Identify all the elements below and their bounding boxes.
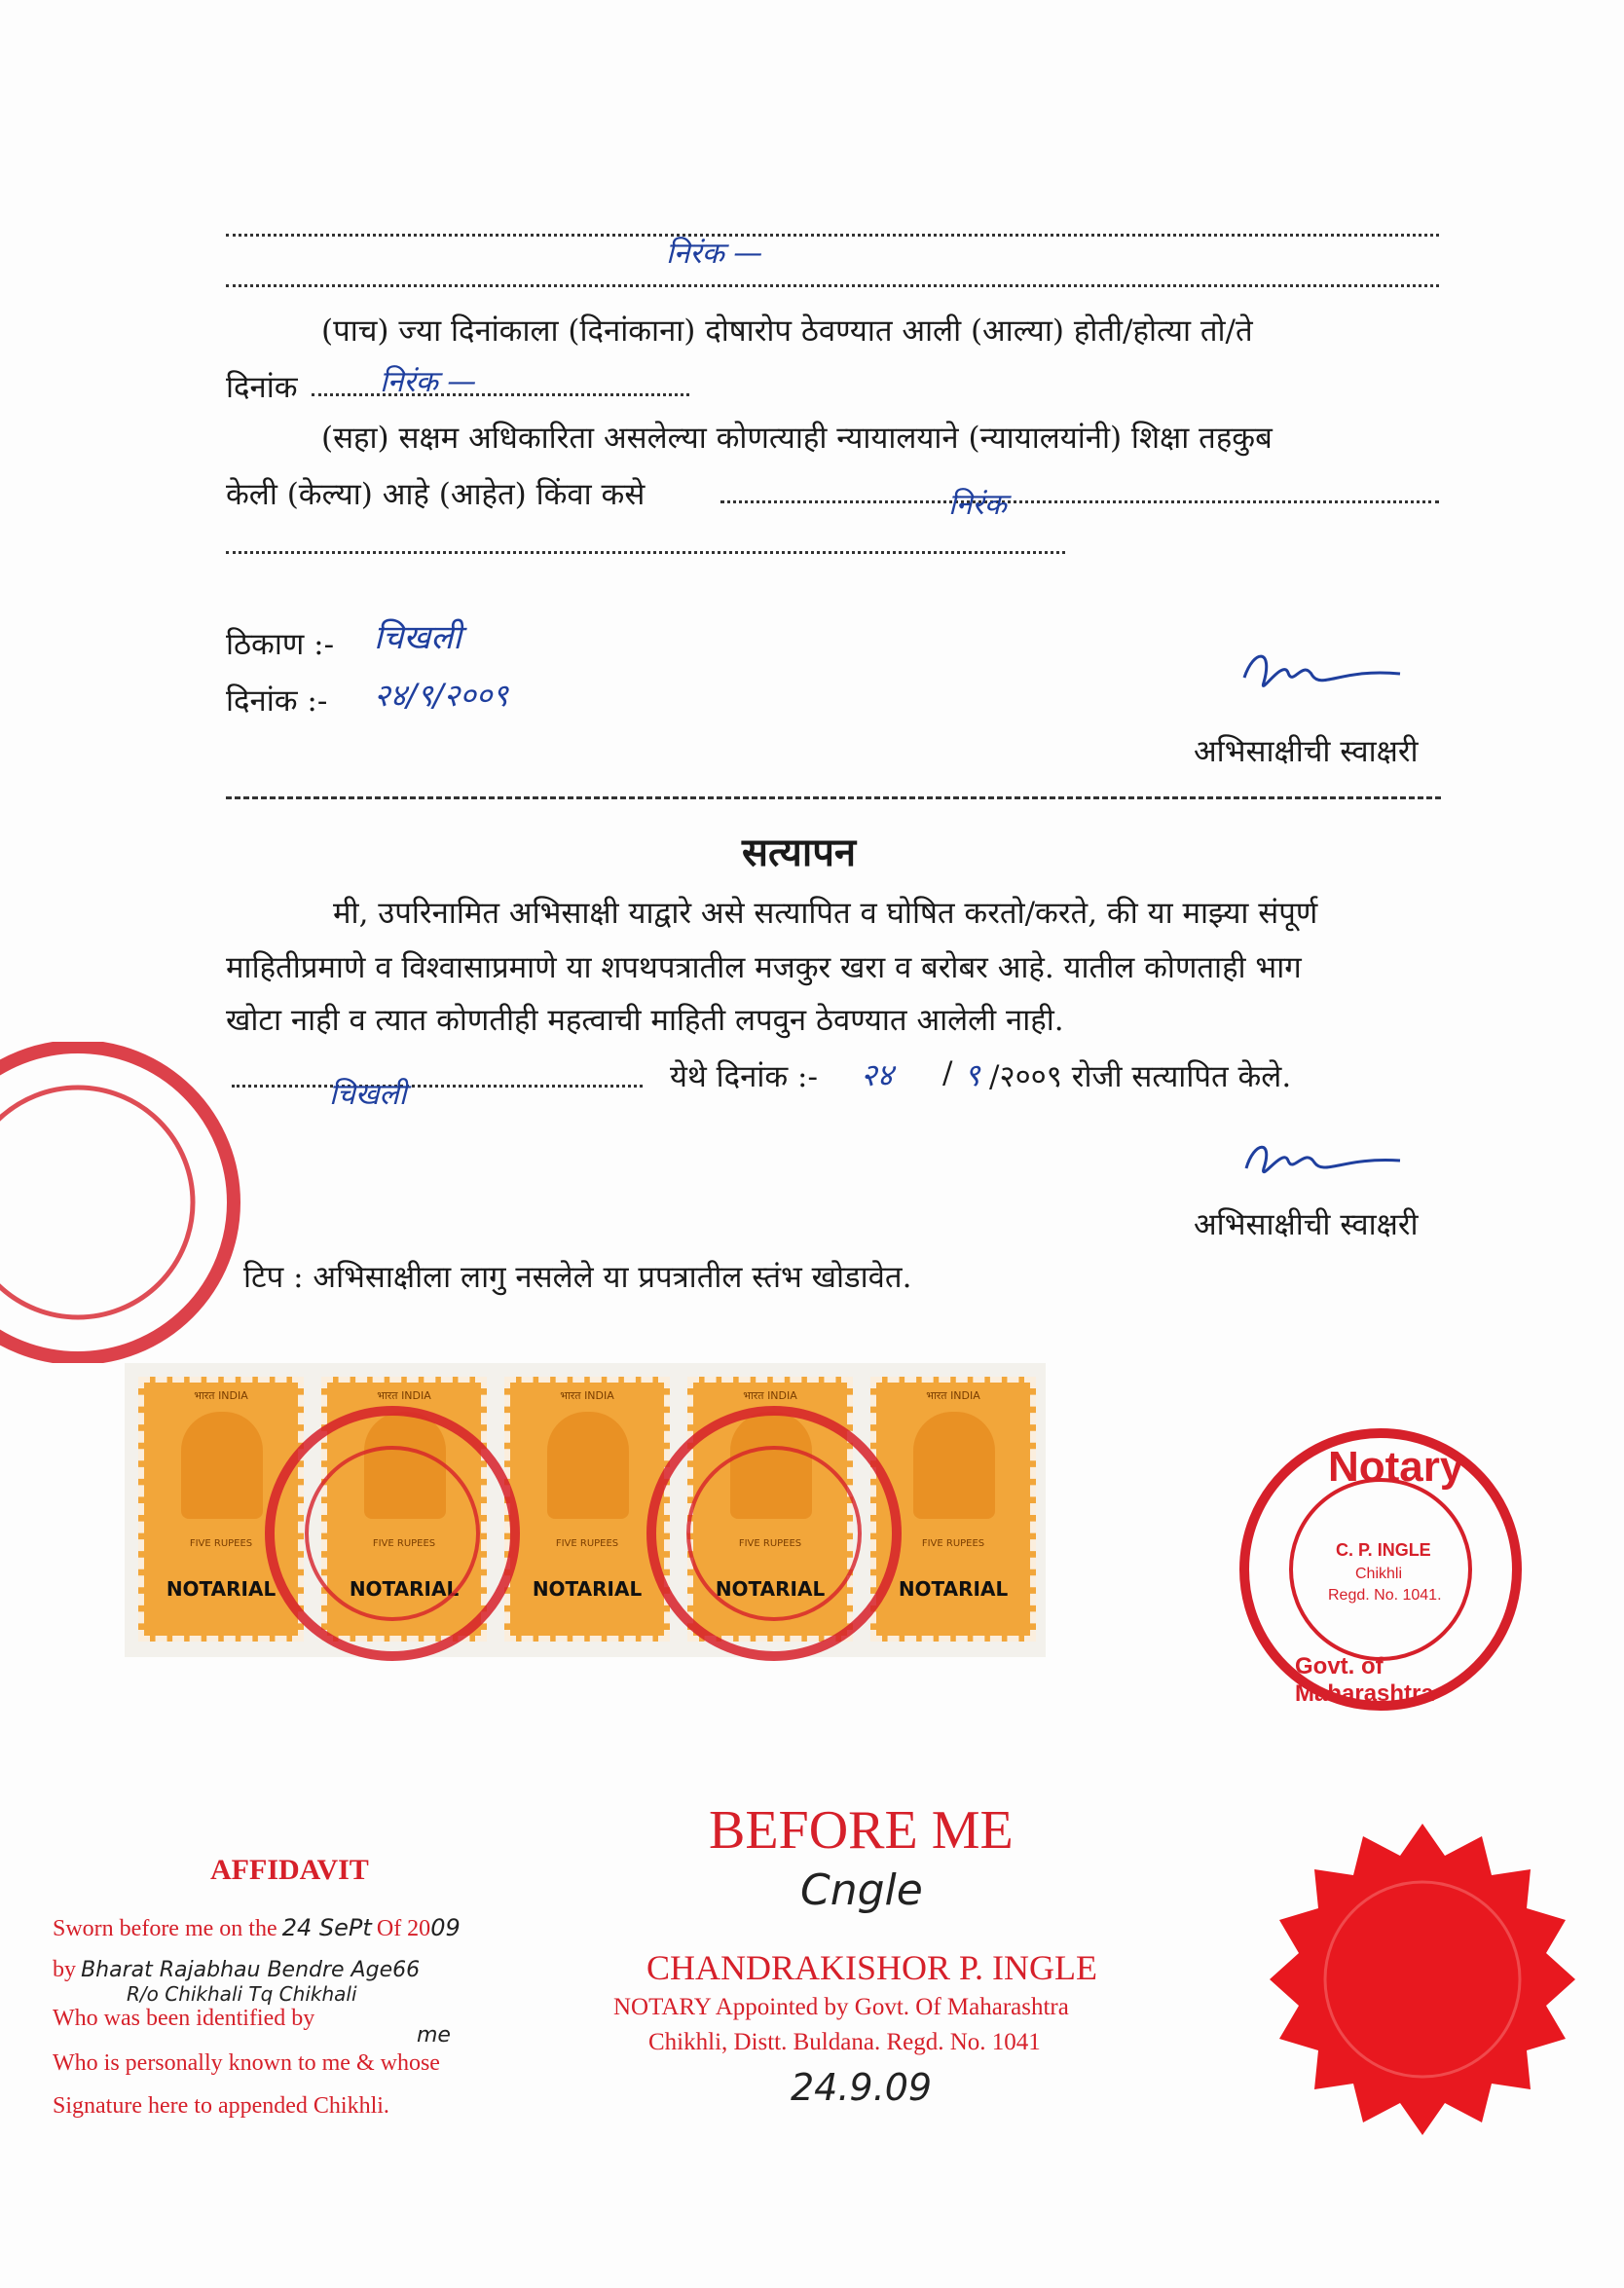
stamp-denomination: FIVE RUPEES	[555, 1538, 619, 1549]
notary-date: 24.9.09	[791, 2066, 933, 2109]
clause-five-text: (पाच) ज्या दिनांकाला (दिनांकाना) दोषारोप ठेवण्यात आली (आल्या) होती/होत्या तो/ते	[321, 314, 1253, 349]
deponent-address: R/o Chikhali Tq Chikhali	[127, 1982, 357, 2006]
by-line	[53, 1957, 420, 1983]
seal-govt: Govt. of Maharashtra	[1295, 1653, 1434, 1707]
date-label: दिनांक :-	[226, 683, 328, 719]
handwritten-nil: निरंक —	[666, 237, 763, 271]
deponent-signature-2	[1235, 1129, 1410, 1188]
deponent-name: Bharat Rajabhau Bendre Age66	[81, 1958, 421, 1982]
sworn-prefix: Sworn before me on the	[53, 1916, 277, 1941]
seal-regd: Regd. No. 1041.	[1328, 1587, 1442, 1604]
notary-seal	[643, 1402, 905, 1669]
emblem-icon	[181, 1412, 263, 1519]
verification-date-day: २४	[861, 1056, 894, 1093]
dotted-line	[720, 500, 1439, 503]
verification-date-prefix: येथे दिनांक :-	[670, 1059, 818, 1094]
seal-name: C. P. INGLE	[1336, 1540, 1431, 1560]
before-me-heading: BEFORE ME	[709, 1800, 1014, 1861]
notary-address: Chikhli, Distt. Buldana. Regd. No. 1041	[648, 2029, 1041, 2055]
stamp-denomination: FIVE RUPEES	[189, 1538, 253, 1549]
known-text: Who is personally known to me & whose	[53, 2050, 440, 2076]
signature-caption-2: अभिसाक्षीची स्वाक्षरी	[1194, 1207, 1419, 1242]
verification-line-2: माहितीप्रमाणे व विश्वासाप्रमाणे या शपथपत्रातील मजकुर खरा व बरोबर आहे. यातील कोणताही भाग	[226, 950, 1302, 985]
clause-six-text-2: केली (केल्या) आहे (आहेत) किंवा कसे	[226, 477, 646, 512]
stamp-country: भारत INDIA	[194, 1389, 248, 1402]
verification-date-month: ९	[964, 1056, 980, 1093]
stamp-country: भारत INDIA	[560, 1389, 614, 1402]
handwritten-nil: निरंक —	[380, 365, 477, 399]
stamp-country: भारत INDIA	[377, 1389, 431, 1402]
handwritten-nil: निरंक	[948, 488, 1007, 522]
stamp-label: NOTARIAL	[349, 1577, 460, 1601]
notary-appointed: NOTARY Appointed by Govt. Of Maharashtra	[613, 1994, 1069, 2020]
dotted-line	[226, 551, 1065, 554]
notary-signature: Cngle	[800, 1865, 923, 1915]
note-text: टिप : अभिसाक्षीला लागु नसलेले या प्रपत्रातील स्तंभ खोडावेत.	[243, 1260, 912, 1295]
affidavit-title: AFFIDAVIT	[210, 1854, 369, 1886]
identified-by: me	[417, 2023, 451, 2048]
sworn-year: 09	[430, 1914, 461, 1941]
by-prefix: by	[53, 1957, 76, 1982]
stamp-denomination: FIVE RUPEES	[372, 1538, 436, 1549]
sworn-of: Of 20	[376, 1916, 431, 1941]
stamp-country: भारत INDIA	[926, 1389, 980, 1402]
place-label: ठिकाण :-	[226, 627, 335, 662]
verification-line-1: मी, उपरिनामित अभिसाक्षी याद्वारे असे सत्यापित व घोषित करतो/करते, की या माझ्या संपूर्ण	[333, 896, 1318, 931]
verification-title: सत्यापन	[742, 830, 857, 875]
stamp-label: NOTARIAL	[898, 1577, 1009, 1601]
verification-place: चिखली	[329, 1078, 407, 1112]
verification-line-3: खोटा नाही व त्यात कोणतीही महत्वाची माहिती लपवुन ठेवण्यात आलेली नाही.	[226, 1003, 1064, 1038]
notary-name: CHANDRAKISHOR P. INGLE	[646, 1948, 1098, 1987]
emblem-icon	[913, 1412, 995, 1519]
dotted-line	[226, 284, 1439, 287]
sworn-date: 24 SePt	[281, 1914, 372, 1941]
wax-seal-icon	[1262, 1819, 1583, 2144]
sworn-line	[53, 1914, 461, 1942]
verification-date-suffix: /२००९ रोजी सत्यापित केले.	[989, 1059, 1292, 1094]
stamp-country: भारत INDIA	[743, 1389, 797, 1402]
stamp-denomination: FIVE RUPEES	[921, 1538, 985, 1549]
seal-notary-text: Notary	[1328, 1443, 1464, 1491]
stamp-denomination: FIVE RUPEES	[738, 1538, 802, 1549]
stamp-label: NOTARIAL	[532, 1577, 643, 1601]
dotted-line	[312, 393, 689, 396]
signature-caption: अभिसाक्षीची स्वाक्षरी	[1194, 734, 1419, 769]
stamp-label: NOTARIAL	[715, 1577, 826, 1601]
notary-seal	[261, 1402, 524, 1669]
emblem-icon	[547, 1412, 629, 1519]
deponent-signature	[1235, 639, 1410, 707]
notary-seal-partial	[0, 1042, 273, 1367]
dashed-separator	[226, 796, 1441, 799]
clause-six-text: (सहा) सक्षम अधिकारिता असलेल्या कोणत्याही न्यायालयाने (न्यायालयांनी) शिक्षा तहकुब	[321, 421, 1273, 456]
verification-date-separator: /	[942, 1055, 953, 1090]
stamp-label: NOTARIAL	[166, 1577, 277, 1601]
dotted-line	[226, 234, 1439, 237]
date-value: २४/९/२००९	[374, 677, 509, 714]
signature-text: Signature here to appended Chikhli.	[53, 2093, 389, 2119]
notary-seal-right	[1235, 1423, 1527, 1716]
dotted-line	[232, 1085, 643, 1088]
seal-place: Chikhli	[1355, 1566, 1403, 1582]
clause-five-date-label: दिनांक	[226, 370, 298, 405]
identified-text: Who was been identified by	[53, 2006, 315, 2031]
place-value: चिखली	[374, 618, 462, 657]
